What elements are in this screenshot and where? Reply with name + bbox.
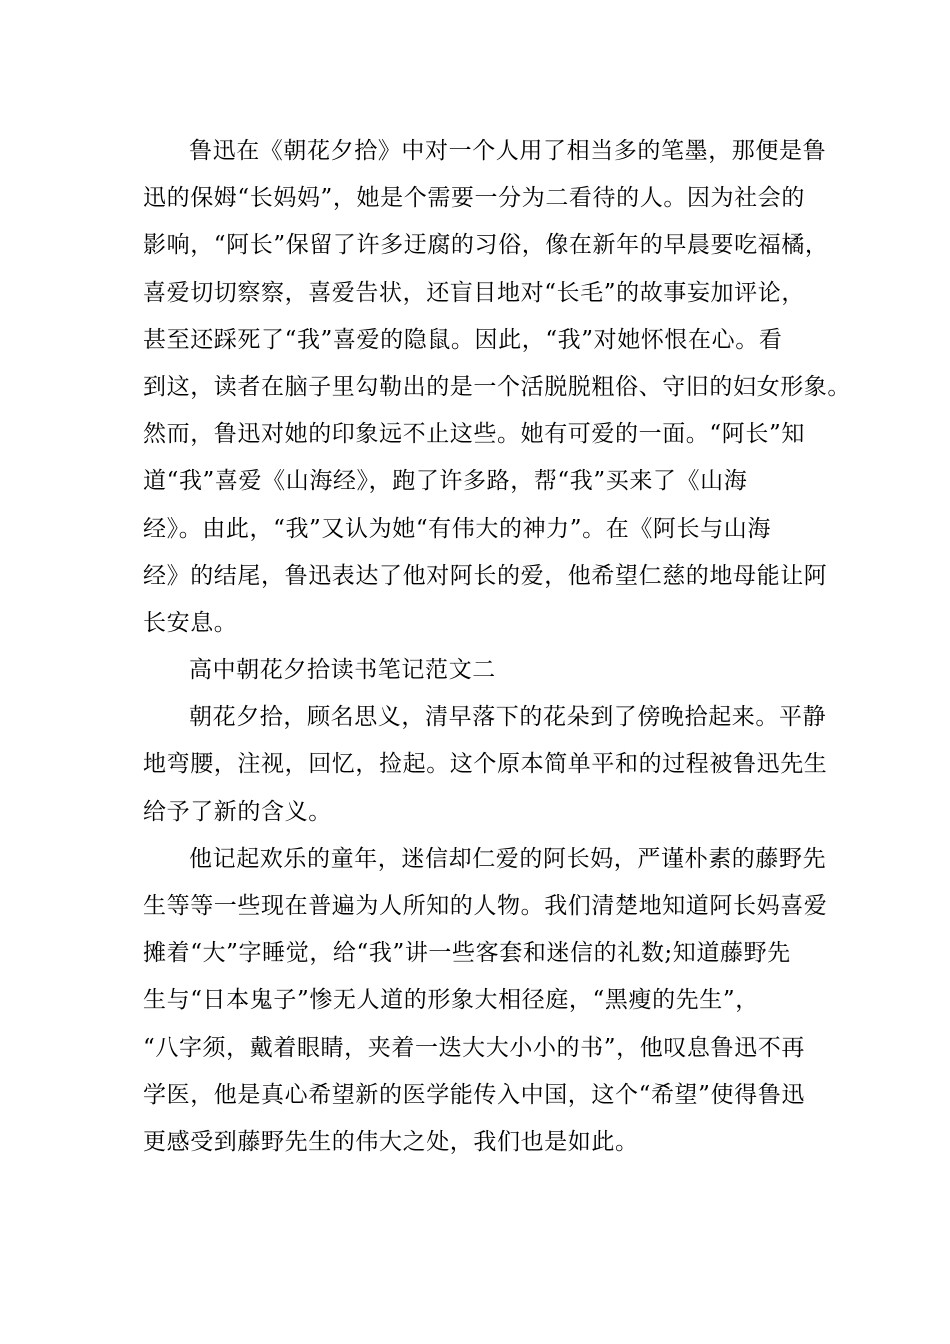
paragraph-line: 朝花夕拾，顾名思义，清早落下的花朵到了傍晚拾起来。平静 <box>189 704 827 731</box>
body-paragraph <box>143 836 828 1166</box>
paragraph-line: 然而，鲁迅对她的印象远不止这些。她有可爱的一面。“阿长”知 <box>143 421 805 448</box>
paragraph-line: 喜爱切切察察，喜爱告状，还盲目地对“长毛”的故事妄加评论， <box>143 279 805 306</box>
body-paragraph <box>143 128 851 647</box>
paragraph-line: 摊着“大”字睡觉，给“我”讲一些客套和迷信的礼数;知道藤野先 <box>143 940 791 967</box>
paragraph-line: 到这，读者在脑子里勾勒出的是一个活脱脱粗俗、守旧的妇女形象。 <box>143 373 851 400</box>
paragraph-line: 学医，他是真心希望新的医学能传入中国，这个“希望”使得鲁迅 <box>143 1081 805 1108</box>
paragraph-line: 甚至还踩死了“我”喜爱的隐鼠。因此，“我”对她怀恨在心。看 <box>143 326 783 353</box>
paragraph-line: 鲁迅在《朝花夕拾》中对一个人用了相当多的笔墨，那便是鲁 <box>189 138 827 164</box>
paragraph-line: 生等等一些现在普遍为人所知的人物。我们清楚地知道阿长妈喜爱 <box>143 893 828 919</box>
text-column <box>143 128 851 1166</box>
paragraph-line: 更感受到藤野先生的伟大之处，我们也是如此。 <box>143 1128 639 1155</box>
paragraph-line: 经》。由此，“我”又认为她“有伟大的神力”。在《阿长与山海 <box>143 515 771 542</box>
paragraph-line: 迅的保姆“长妈妈”，她是个需要一分为二看待的人。因为社会的 <box>143 185 805 212</box>
body-paragraph <box>143 694 828 836</box>
paragraph-line: 生与“日本鬼子”惨无人道的形象大相径庭，“黑瘦的先生”， <box>143 987 759 1014</box>
paragraph-line: 地弯腰，注视，回忆，捡起。这个原本简单平和的过程被鲁迅先生 <box>143 751 828 778</box>
paragraph-line: 长安息。 <box>143 609 238 636</box>
paragraph-line: 给予了新的含义。 <box>143 798 332 825</box>
paragraph-line: “八字须，戴着眼睛，夹着一迭大大小小的书”，他叹息鲁迅不再 <box>143 1034 805 1061</box>
heading-text: 高中朝花夕拾读书笔记范文二 <box>189 657 496 684</box>
section-heading <box>143 647 823 694</box>
paragraph-line: 经》的结尾，鲁迅表达了他对阿长的爱，他希望仁慈的地母能让阿 <box>143 562 828 589</box>
paragraph-line: 道“我”喜爱《山海经》，跑了许多路，帮“我”买来了《山海 <box>143 468 748 495</box>
paragraph-line: 他记起欢乐的童年，迷信却仁爱的阿长妈，严谨朴素的藤野先 <box>189 845 827 872</box>
paragraph-line: 影响，“阿长”保留了许多迂腐的习俗，像在新年的早晨要吃福橘， <box>143 232 829 259</box>
